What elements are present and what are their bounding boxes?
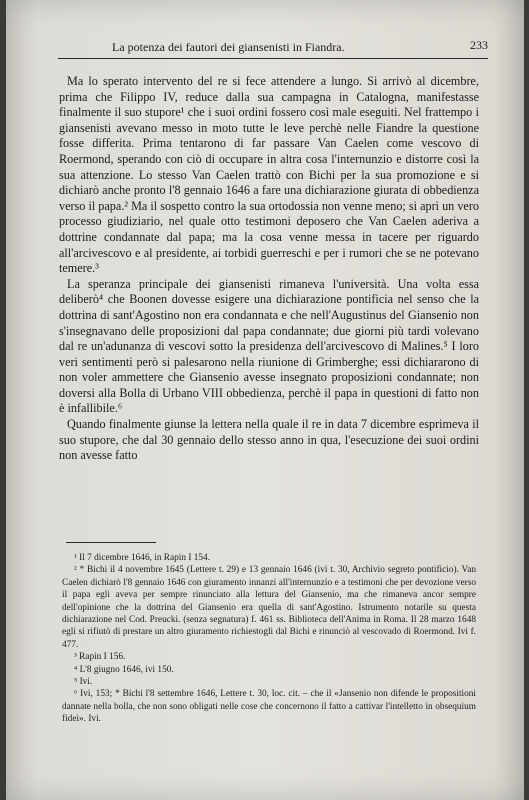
footnote-5: ⁵ Ivi. <box>74 677 93 688</box>
paragraph-1: Ma lo sperato intervento del re si fece attendere a lungo. Si arrivò al dicembre, prima che Filippo IV, reduce dalla sua campagna in Catalogna, manifestasse finalmente il suo stupore¹ che i suoi ordini fossero così male eseguiti. Nel frattempo i giansenisti avevano messo in moto tutte le leve perchè nelle Fiandre la questione fosse differita. Prima tentarono di far passare Van Caelen come vescovo di Roermond, sperando con ciò di occupare in altra cosa l'internunzio e distorre così la sua attenzione. Lo stesso Van Caelen trattò con Bichi per la sua promozione e si dichiarò anche pronto l'8 gennaio 1646 a fare una dichiarazione giurata di obbedienza verso il papa.² Ma il sospetto contro la sua ortodossia non venne meno; si aprì un vero processo giudiziario, nel quale otto testimoni deposero che Van Caelen aderiva a dottrine condannate dal papa; ma la cosa venne messa in tacere per riguardo all'arcivescovo e al presidente, ai torbidi guerreschi e per i rumori che se ne potevano temere.³ <box>59 74 479 276</box>
footnote-1: ¹ Il 7 dicembre 1646, in Rapin I 154. <box>74 553 211 563</box>
running-header <box>58 38 488 59</box>
page-number: 233 <box>470 38 488 52</box>
book-page <box>6 0 524 800</box>
paragraph-2: La speranza principale dei giansenisti rimaneva l'università. Una volta essa deliberò⁴ che Boonen dovesse esigere una dichiarazione pontificia nel senso che la dottrina di sant'Agostino non era condannata e che nell'Augustinus del Giansenio non s'insegnavano delle proposizioni dal papa condannate; due giorni più tardi volevano dal re un'adunanza di vescovi sotto la presidenza dell'arcivescovo di Malines.⁵ I loro veri sentimenti però si palesarono nella riunione di Grimberghe; essi dichiararono di non voler ammettere che Giansenio avesse insegnato proposizioni condannate; non doversi alla Bolla di Urbano VIII obbedienza, perchè il papa in questioni di fatto non è infallibile.⁶ <box>59 276 479 416</box>
footnote-3: ³ Rapin I 156. <box>74 652 126 663</box>
footnote-2: ² * Bichi il 4 novembre 1645 (Lettere t. 29) e 13 gennaio 1646 (ivi t. 30, Archivio segreto pontificio). Van Caelen dichiarò l'8 gennaio 1646 con giuramento innanzi all'internunzio e a testimoni che per devozione verso il papa egli aveva per sempre rinunciato alla lettura del Giansenio, ma che rimaneva ancor sempre dell'opinione che la dottrina del Giansenio era quella di sant'Agostino. Istrumento notarile su questa dichiarazione nel Cod. Preucki. (senza segnatura) f. 461 ss. Biblioteca dell'Anima in Roma. Il 28 marzo 1648 egli si rifiutò di prestare un altro giuramento richiestogli dal Bichi e rinunciò al vescovado di Roermond. Ivi f. 477. <box>62 565 476 650</box>
footnotes <box>62 552 476 726</box>
footnote-rule <box>66 542 156 543</box>
paragraph-3: Quando finalmente giunse la lettera nella quale il re in data 7 dicembre esprimeva il suo stupore, che dal 30 gennaio dello stesso anno in qua, l'esecuzione dei suoi ordini non avesse fatto <box>59 417 479 463</box>
footnote-6: ⁶ Ivi, 153; * Bichi l'8 settembre 1646, Lettere t. 30, loc. cit. – che il «Jansenio non difende le propositioni dannate nella bolla, che non sono obligati nelle cose che concernono il fatto a cattivar l'intelletto in obsequium fidei». Ivi. <box>62 689 476 725</box>
footnote-4: ⁴ L'8 giugno 1646, ivi 150. <box>74 664 174 675</box>
main-text <box>59 74 479 464</box>
running-title: La potenza dei fautori dei giansenisti in Fiandra. <box>112 40 345 54</box>
